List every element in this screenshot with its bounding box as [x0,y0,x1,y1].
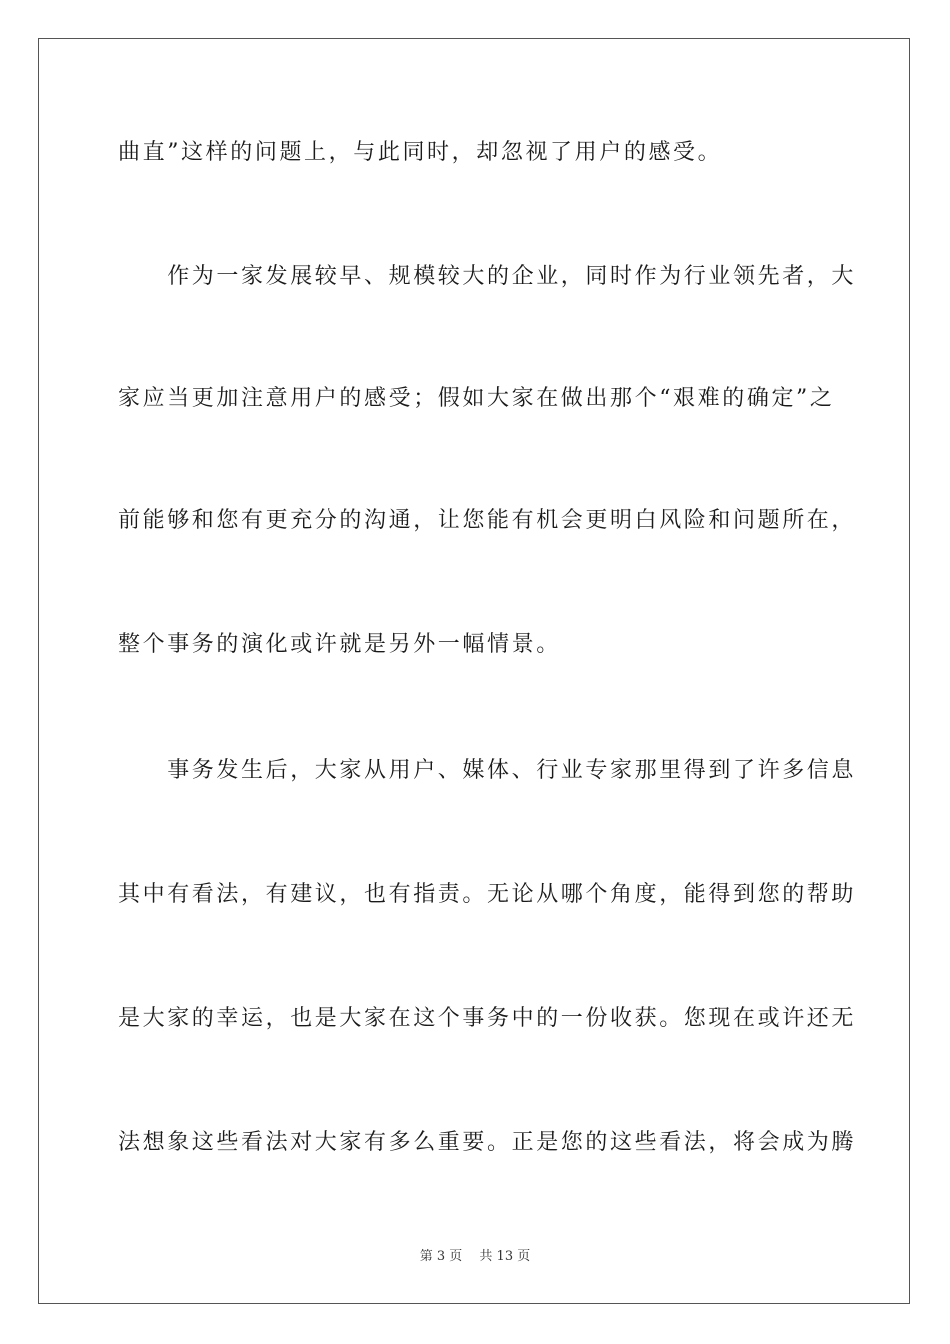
text-line-2: 作为一家发展较早、规模较大的企业，同时作为行业领先者，大 [118,264,857,289]
text-line-4: 前能够和您有更充分的沟通，让您能有机会更明白风险和问题所在， [118,508,857,533]
text-line-3: 家应当更加注意用户的感受；假如大家在做出那个“艰难的确定”之 [118,386,835,411]
text-line-9: 法想象这些看法对大家有多么重要。正是您的这些看法，将会成为腾 [118,1130,857,1155]
text-line-1: 曲直”这样的问题上，与此同时，却忽视了用户的感受。 [118,140,723,165]
page-number-label: 第 3 页 共 13 页 [419,1249,531,1264]
text-line-6: 事务发生后，大家从用户、媒体、行业专家那里得到了许多信息 [118,758,857,783]
text-line-5: 整个事务的演化或许就是另外一幅情景。 [118,632,561,657]
page-footer [0,1248,950,1266]
text-line-7: 其中有看法，有建议，也有指责。无论从哪个角度，能得到您的帮助 [118,882,857,907]
text-line-8: 是大家的幸运，也是大家在这个事务中的一份收获。您现在或许还无 [118,1006,857,1031]
page-border [38,38,910,1304]
